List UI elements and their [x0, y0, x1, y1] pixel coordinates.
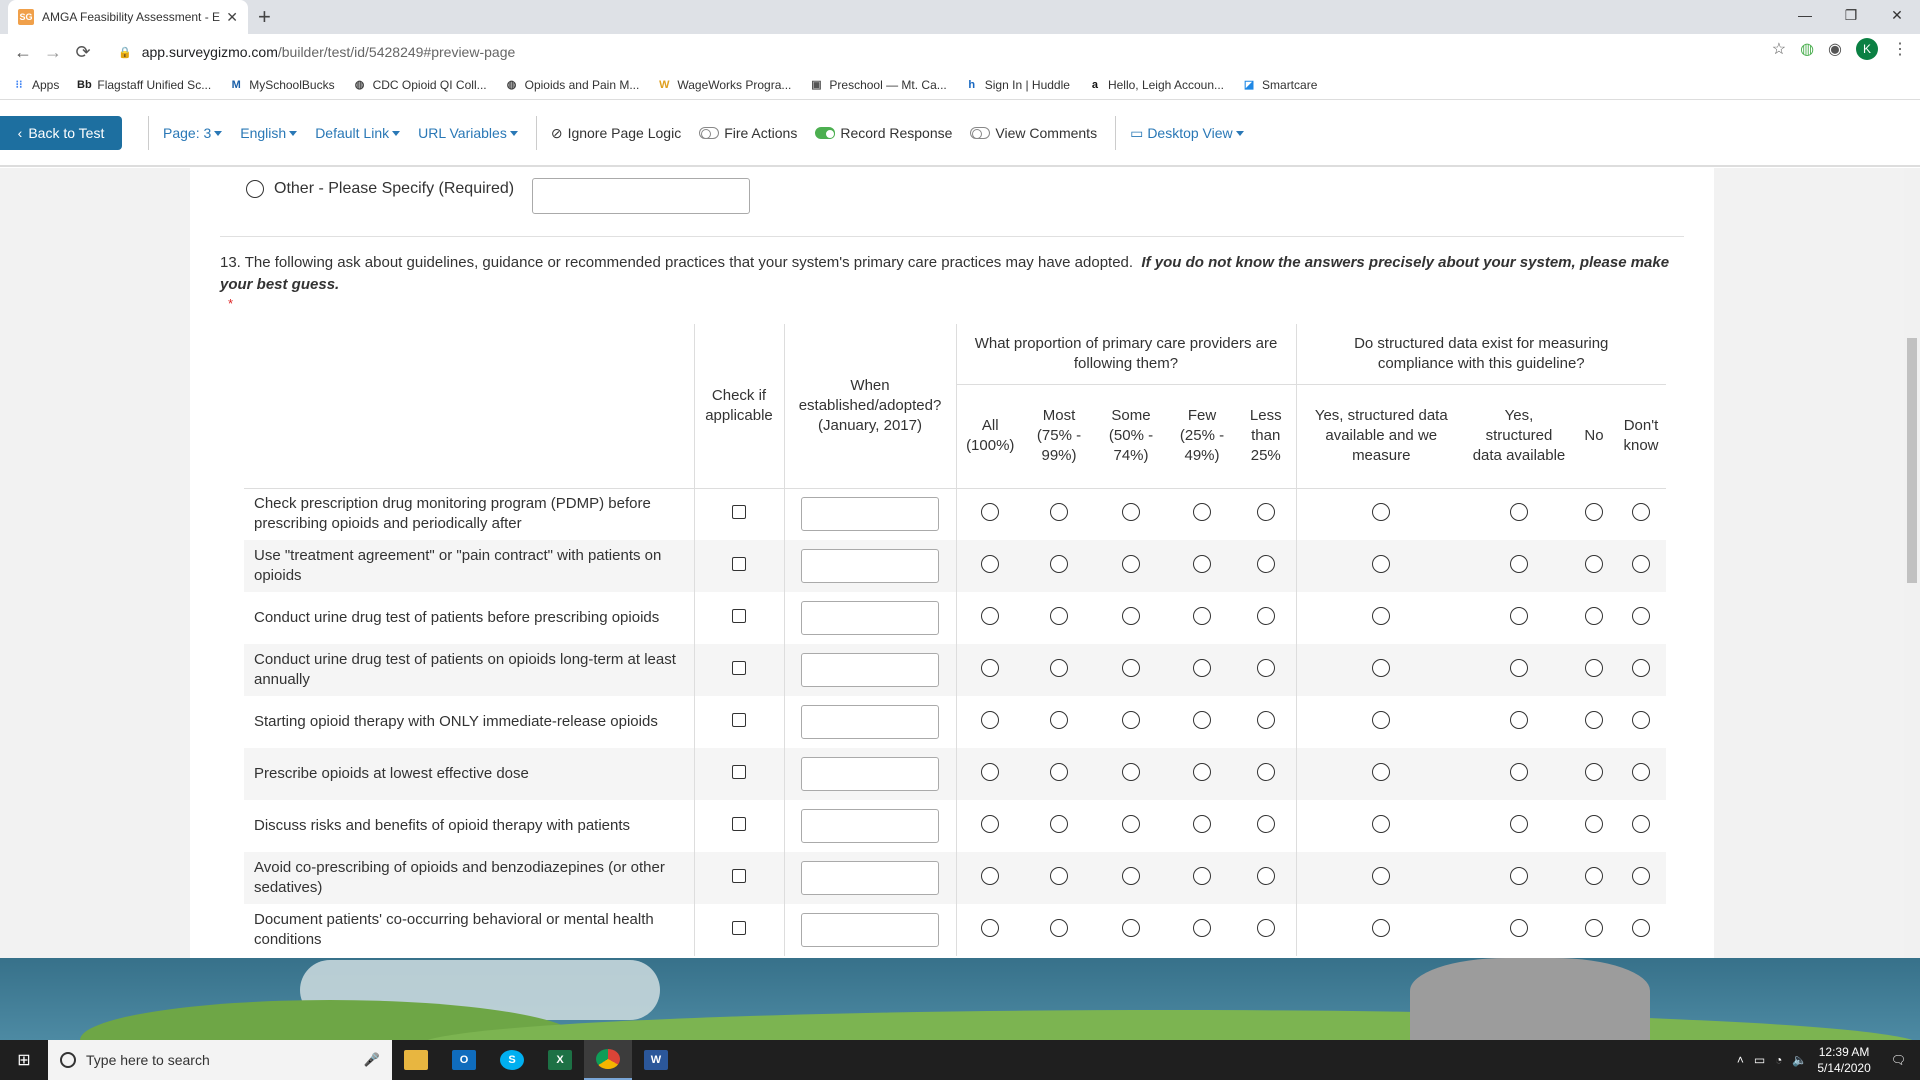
clock-date: 5/14/2020 — [1817, 1061, 1871, 1075]
tab-title: AMGA Feasibility Assessment - E — [42, 10, 221, 24]
row-label: Conduct urine drug test of patients before prescribing opioids — [254, 609, 660, 626]
url-field[interactable] — [104, 38, 1764, 66]
bookmark-label: Opioids and Pain M... — [524, 77, 640, 92]
bookmark-item[interactable] — [1242, 78, 1317, 92]
proportion-radio[interactable] — [1122, 711, 1140, 729]
preschool-icon: ▣ — [811, 79, 822, 91]
proportion-radio[interactable] — [1050, 555, 1068, 573]
structured-data-radio[interactable] — [1372, 607, 1390, 625]
globe-icon: ◍ — [506, 79, 517, 91]
restore-icon[interactable]: ❐ — [1844, 6, 1858, 23]
bookmark-item[interactable] — [809, 78, 946, 92]
browser-tab-bar — [0, 0, 1920, 34]
applicable-checkbox[interactable] — [732, 661, 746, 675]
back-to-test-button[interactable]: ‹ Back to Test — [0, 116, 122, 150]
globe-icon: ◍ — [354, 79, 365, 91]
column-header-proportion: Few (25% - 49%) — [1168, 384, 1236, 488]
bookmark-star-icon[interactable]: ☆ — [1771, 41, 1787, 58]
other-specify-input[interactable] — [532, 178, 750, 214]
proportion-radio[interactable] — [1193, 607, 1211, 625]
new-tab-icon[interactable]: + — [258, 4, 271, 29]
structured-data-radio[interactable] — [1510, 503, 1528, 521]
survey-page — [190, 168, 1714, 958]
applicable-checkbox[interactable] — [732, 609, 746, 623]
page-scrollbar[interactable] — [1904, 168, 1920, 958]
structured-data-radio[interactable] — [1510, 815, 1528, 833]
table-row — [244, 852, 1666, 904]
proportion-radio[interactable] — [1257, 503, 1275, 521]
row-label: Check prescription drug monitoring program (PDMP) before prescribing opioids and periodically after — [254, 495, 651, 533]
column-header-proportion: Less than 25% — [1236, 384, 1296, 488]
clock-time: 12:39 AM — [1818, 1045, 1870, 1059]
browser-tab[interactable] — [8, 0, 248, 34]
table-row — [244, 748, 1666, 800]
proportion-radio[interactable] — [1050, 919, 1068, 937]
proportion-radio[interactable] — [1122, 919, 1140, 937]
applicable-checkbox[interactable] — [732, 505, 746, 519]
proportion-radio[interactable] — [1122, 555, 1140, 573]
chevron-left-icon: ‹ — [17, 125, 23, 141]
proportion-radio[interactable] — [1193, 815, 1211, 833]
proportion-radio[interactable] — [1193, 659, 1211, 677]
adopted-date-input[interactable] — [801, 757, 939, 791]
structured-data-radio[interactable] — [1585, 763, 1603, 781]
column-header-structured-data: Yes, structured data available — [1466, 384, 1572, 488]
windows-start-icon[interactable]: ⊞ — [17, 1052, 31, 1069]
toggle-off-icon — [970, 127, 990, 139]
proportion-radio[interactable] — [1193, 555, 1211, 573]
outlook-icon[interactable]: O — [440, 1040, 488, 1080]
column-header-when: When established/adopted? (January, 2017) — [784, 324, 956, 488]
apps-grid-icon: ⁝⁝ — [15, 79, 23, 91]
row-label: Use "treatment agreement" or "pain contract" with patients on opioids — [254, 547, 662, 584]
smartcare-icon: ◪ — [1243, 79, 1255, 91]
notifications-icon[interactable]: 🗨 — [1890, 1053, 1906, 1067]
structured-data-radio[interactable] — [1372, 659, 1390, 677]
proportion-radio[interactable] — [1257, 555, 1275, 573]
structured-data-radio[interactable] — [1632, 607, 1650, 625]
table-row — [244, 800, 1666, 852]
wallpaper-rock — [1410, 958, 1650, 1040]
url-path: /builder/test/id/5428249#preview-page — [277, 44, 516, 60]
address-bar-row — [0, 34, 1920, 70]
proportion-radio[interactable] — [1050, 607, 1068, 625]
structured-data-radio[interactable] — [1632, 763, 1650, 781]
structured-data-radio[interactable] — [1632, 815, 1650, 833]
bb-icon: Bb — [77, 78, 92, 91]
structured-data-radio[interactable] — [1372, 763, 1390, 781]
applicable-checkbox[interactable] — [732, 817, 746, 831]
wifi-icon[interactable]: ◔ — [1775, 1053, 1783, 1067]
proportion-radio[interactable] — [1193, 711, 1211, 729]
bookmarks-bar — [0, 70, 1920, 100]
applicable-checkbox[interactable] — [732, 713, 746, 727]
file-explorer-icon[interactable] — [392, 1040, 440, 1080]
proportion-radio[interactable] — [981, 815, 999, 833]
language-dropdown[interactable]: English — [240, 125, 297, 141]
search-placeholder: Type here to search — [86, 1052, 210, 1068]
structured-data-radio[interactable] — [1372, 555, 1390, 573]
applicable-checkbox[interactable] — [732, 557, 746, 571]
structured-data-radio[interactable] — [1510, 919, 1528, 937]
proportion-radio[interactable] — [1050, 815, 1068, 833]
applicable-checkbox[interactable] — [732, 921, 746, 935]
guideline-grid — [244, 324, 1666, 956]
avatar[interactable]: K — [1856, 38, 1878, 60]
bookmark-label: Hello, Leigh Accoun... — [1107, 77, 1225, 92]
proportion-radio[interactable] — [981, 763, 999, 781]
structured-data-radio[interactable] — [1585, 867, 1603, 885]
other-option[interactable] — [246, 180, 514, 198]
m-icon: M — [231, 78, 241, 91]
fire-actions-toggle[interactable]: Fire Actions — [699, 125, 797, 141]
chevron-up-icon[interactable]: ˄ — [1736, 1053, 1744, 1067]
proportion-radio[interactable] — [981, 659, 999, 677]
volume-icon[interactable]: 🔈 — [1792, 1053, 1808, 1067]
bookmark-label: Apps — [32, 77, 60, 92]
row-label: Starting opioid therapy with ONLY immediate-release opioids — [254, 713, 658, 730]
column-header-structured-data: Don't know — [1616, 384, 1666, 488]
column-header-check: Check if applicable — [694, 324, 784, 488]
table-row — [244, 644, 1666, 696]
row-label: Document patients' co-occurring behavioral or mental health conditions — [254, 911, 654, 948]
table-row — [244, 696, 1666, 748]
bookmark-item[interactable] — [505, 78, 640, 92]
proportion-radio[interactable] — [1050, 763, 1068, 781]
adopted-date-input[interactable] — [801, 705, 939, 739]
monitor-icon: ▭ — [1130, 124, 1144, 141]
proportion-radio[interactable] — [1193, 503, 1211, 521]
bookmark-label: MySchoolBucks — [249, 77, 335, 92]
reload-icon[interactable]: ⟳ — [75, 41, 91, 62]
question-text: 13. The following ask about guidelines, guidance or recommended practices that your system's primary care practices may have adopted. If you do not know the answers precisely about your system, please make your best guess. — [220, 254, 1670, 293]
survey-preview-area — [0, 168, 1920, 958]
bookmark-label: Sign In | Huddle — [984, 77, 1070, 92]
adopted-date-input[interactable] — [801, 653, 939, 687]
applicable-checkbox[interactable] — [732, 869, 746, 883]
desktop-view-dropdown[interactable]: ▭ Desktop View — [1130, 125, 1244, 142]
proportion-radio[interactable] — [981, 607, 999, 625]
default-link-dropdown[interactable]: Default Link — [315, 125, 400, 141]
proportion-radio[interactable] — [1122, 867, 1140, 885]
column-header-proportion: Most (75% - 99%) — [1024, 384, 1094, 488]
structured-data-radio[interactable] — [1585, 919, 1603, 937]
proportion-radio[interactable] — [981, 867, 999, 885]
adopted-date-input[interactable] — [801, 913, 939, 947]
table-row — [244, 488, 1666, 540]
group-header-proportion: What proportion of primary care providers are following them? — [956, 324, 1296, 384]
surveygizmo-favicon-icon: SG — [18, 9, 34, 25]
proportion-radio[interactable] — [1257, 919, 1275, 937]
structured-data-radio[interactable] — [1372, 919, 1390, 937]
close-tab-icon[interactable]: ✕ — [226, 8, 238, 25]
adopted-date-input[interactable] — [801, 601, 939, 635]
taskbar-search[interactable] — [48, 1040, 392, 1080]
toggle-off-icon — [699, 127, 719, 139]
group-header-structured-data: Do structured data exist for measuring compliance with this guideline? — [1296, 324, 1666, 384]
proportion-radio[interactable] — [1050, 659, 1068, 677]
bookmark-item[interactable] — [965, 78, 1070, 92]
structured-data-radio[interactable] — [1632, 711, 1650, 729]
structured-data-radio[interactable] — [1510, 763, 1528, 781]
proportion-radio[interactable] — [1050, 867, 1068, 885]
bookmark-label: Smartcare — [1262, 77, 1318, 92]
structured-data-radio[interactable] — [1632, 555, 1650, 573]
bookmark-item[interactable] — [77, 78, 211, 92]
taskbar-clock[interactable] — [1817, 1044, 1870, 1076]
structured-data-radio[interactable] — [1510, 711, 1528, 729]
toggle-on-icon — [815, 127, 835, 139]
proportion-radio[interactable] — [981, 919, 999, 937]
bookmark-item[interactable] — [12, 78, 59, 92]
page-dropdown[interactable]: Page: 3 — [163, 125, 222, 141]
structured-data-radio[interactable] — [1585, 607, 1603, 625]
proportion-radio[interactable] — [1122, 763, 1140, 781]
row-label: Prescribe opioids at lowest effective dose — [254, 765, 529, 782]
ban-icon: ⊘ — [550, 124, 563, 141]
structured-data-radio[interactable] — [1585, 555, 1603, 573]
proportion-radio[interactable] — [1050, 503, 1068, 521]
structured-data-radio[interactable] — [1632, 867, 1650, 885]
scrollbar-thumb[interactable] — [1907, 338, 1917, 583]
structured-data-radio[interactable] — [1585, 503, 1603, 521]
structured-data-radio[interactable] — [1632, 919, 1650, 937]
bookmark-label: CDC Opioid QI Coll... — [372, 77, 487, 92]
other-label: Other - Please Specify (Required) — [274, 180, 515, 197]
lock-icon: 🔒 — [118, 46, 132, 59]
url-host: app.surveygizmo.com — [141, 44, 278, 60]
proportion-radio[interactable] — [1122, 607, 1140, 625]
close-window-icon[interactable]: ✕ — [1891, 6, 1903, 23]
row-label: Discuss risks and benefits of opioid therapy with patients — [254, 817, 631, 834]
question-divider — [220, 236, 1684, 237]
excel-icon[interactable]: X — [536, 1040, 584, 1080]
structured-data-radio[interactable] — [1510, 659, 1528, 677]
column-header-proportion: Some (50% - 74%) — [1094, 384, 1168, 488]
caret-down-icon — [392, 131, 400, 136]
minimize-icon[interactable]: — — [1798, 7, 1812, 23]
proportion-radio[interactable] — [1193, 763, 1211, 781]
bookmark-item[interactable] — [229, 78, 334, 92]
search-circle-icon — [60, 1052, 76, 1068]
bookmark-item[interactable] — [353, 78, 487, 92]
structured-data-radio[interactable] — [1372, 815, 1390, 833]
structured-data-radio[interactable] — [1585, 711, 1603, 729]
word-icon[interactable]: W — [632, 1040, 680, 1080]
adopted-date-input[interactable] — [801, 809, 939, 843]
proportion-radio[interactable] — [1257, 815, 1275, 833]
structured-data-radio[interactable] — [1372, 867, 1390, 885]
caret-down-icon — [289, 131, 297, 136]
adopted-date-input[interactable] — [801, 549, 939, 583]
structured-data-radio[interactable] — [1585, 659, 1603, 677]
proportion-radio[interactable] — [1193, 919, 1211, 937]
proportion-radio[interactable] — [981, 711, 999, 729]
bookmark-item[interactable] — [1088, 78, 1224, 92]
proportion-radio[interactable] — [1257, 659, 1275, 677]
bookmark-label: Preschool — Mt. Ca... — [829, 77, 947, 92]
skype-icon[interactable]: S — [488, 1040, 536, 1080]
structured-data-radio[interactable] — [1585, 815, 1603, 833]
applicable-checkbox[interactable] — [732, 765, 746, 779]
bookmark-label: WageWorks Progra... — [677, 77, 792, 92]
battery-icon[interactable]: ▭ — [1753, 1053, 1766, 1067]
ignore-page-logic-toggle[interactable]: ⊘ Ignore Page Logic — [550, 124, 682, 141]
url-variables-dropdown[interactable]: URL Variables — [418, 125, 518, 141]
column-header-proportion: All (100%) — [956, 384, 1024, 488]
preview-toolbar — [0, 101, 1920, 167]
view-comments-toggle[interactable]: View Comments — [970, 125, 1097, 141]
proportion-radio[interactable] — [1257, 607, 1275, 625]
menu-kebab-icon[interactable]: ⋮ — [1892, 41, 1908, 58]
proportion-radio[interactable] — [1257, 867, 1275, 885]
proportion-radio[interactable] — [981, 555, 999, 573]
proportion-radio[interactable] — [1050, 711, 1068, 729]
table-row — [244, 904, 1666, 956]
proportion-radio[interactable] — [1122, 815, 1140, 833]
proportion-radio[interactable] — [1122, 659, 1140, 677]
chrome-icon[interactable] — [584, 1040, 632, 1080]
structured-data-radio[interactable] — [1372, 503, 1390, 521]
bookmark-label: Flagstaff Unified Sc... — [97, 77, 212, 92]
microphone-icon[interactable]: 🎤 — [363, 1052, 380, 1067]
column-header-structured-data: Yes, structured data available and we measure — [1296, 384, 1466, 488]
huddle-icon: h — [968, 78, 976, 91]
proportion-radio[interactable] — [1257, 763, 1275, 781]
question-emphasis: If you do not know the answers precisely about your system, please make your best guess. — [220, 254, 1670, 293]
caret-down-icon — [510, 131, 518, 136]
caret-down-icon — [1236, 131, 1244, 136]
amazon-icon: a — [1091, 78, 1098, 91]
adopted-date-input[interactable] — [801, 497, 939, 531]
windows-taskbar — [0, 1040, 1920, 1080]
structured-data-radio[interactable] — [1372, 711, 1390, 729]
row-label: Conduct urine drug test of patients on opioids long-term at least annually — [254, 651, 676, 688]
proportion-radio[interactable] — [1122, 503, 1140, 521]
extension-icon[interactable]: ◉ — [1828, 41, 1842, 58]
column-header-structured-data: No — [1572, 384, 1616, 488]
bookmark-item[interactable] — [657, 78, 791, 92]
row-label: Avoid co-prescribing of opioids and benzodiazepines (or other sedatives) — [254, 859, 665, 896]
back-arrow-icon[interactable]: ← — [14, 41, 32, 62]
wageworks-icon: W — [659, 78, 670, 91]
proportion-radio[interactable] — [981, 503, 999, 521]
structured-data-radio[interactable] — [1510, 607, 1528, 625]
structured-data-radio[interactable] — [1632, 503, 1650, 521]
other-radio[interactable] — [246, 180, 264, 198]
proportion-radio[interactable] — [1257, 711, 1275, 729]
structured-data-radio[interactable] — [1510, 867, 1528, 885]
table-row — [244, 540, 1666, 592]
proportion-radio[interactable] — [1193, 867, 1211, 885]
forward-arrow-icon[interactable]: → — [44, 41, 62, 62]
adopted-date-input[interactable] — [801, 861, 939, 895]
structured-data-radio[interactable] — [1632, 659, 1650, 677]
structured-data-radio[interactable] — [1510, 555, 1528, 573]
extension-icon[interactable]: ◍ — [1800, 41, 1815, 58]
caret-down-icon — [214, 131, 222, 136]
record-response-toggle[interactable]: Record Response — [815, 125, 952, 141]
required-marker: * — [228, 296, 234, 311]
table-row — [244, 592, 1666, 644]
